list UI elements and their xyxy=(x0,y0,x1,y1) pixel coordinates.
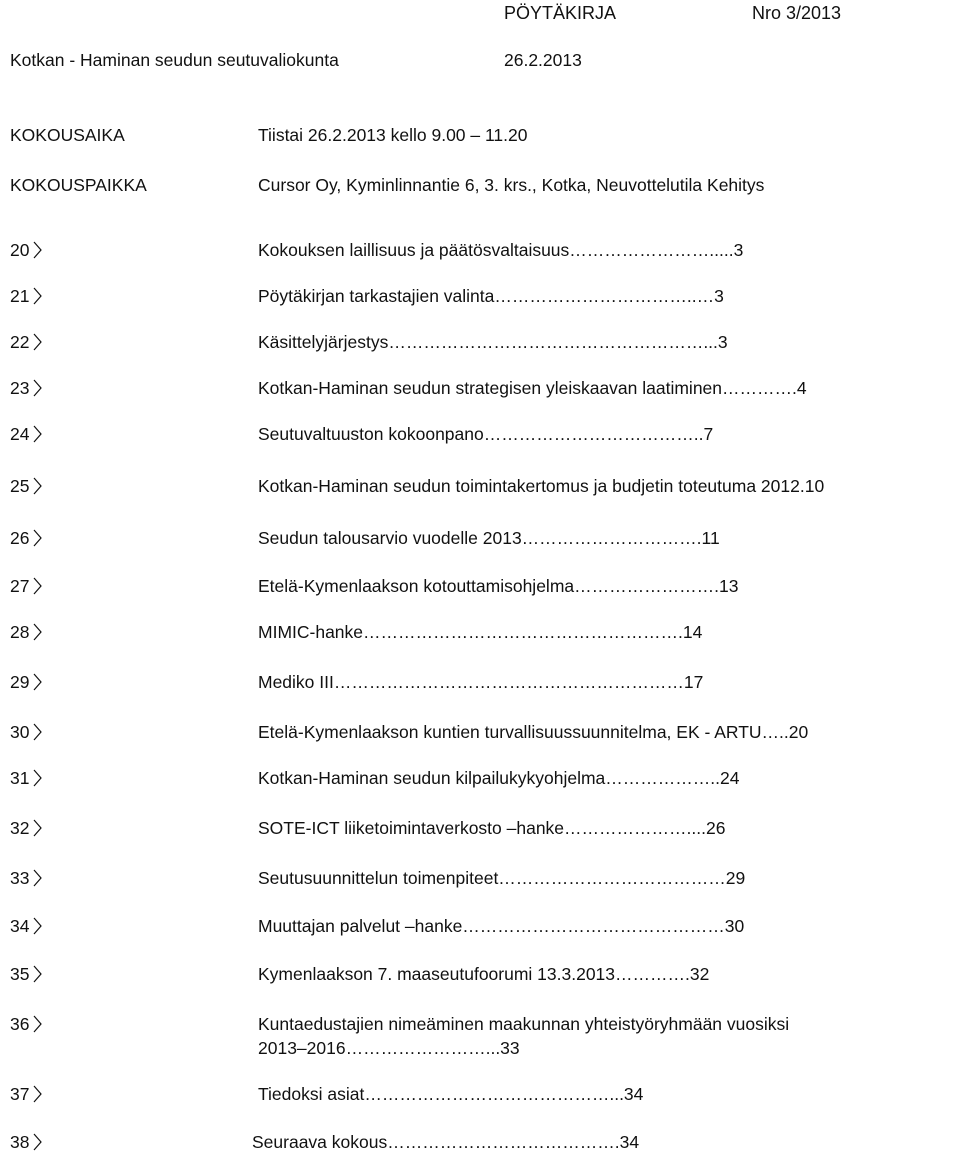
agenda-item-title: Pöytäkirjan tarkastajien valinta……………………………..…3 xyxy=(258,286,724,306)
section-mark-icon xyxy=(33,672,43,692)
section-mark-icon xyxy=(33,818,43,838)
agenda-item-title: Etelä-Kymenlaakson kuntien turvallisuussuunnitelma, EK - ARTU…..20 xyxy=(258,722,809,742)
agenda-item-title: SOTE-ICT liiketoimintaverkosto –hanke…………………....26 xyxy=(258,818,726,838)
agenda-number-text: 33 xyxy=(10,868,30,888)
section-mark-icon xyxy=(33,1014,43,1034)
agenda-item-title: Seuraava kokous………………………………….34 xyxy=(252,1132,640,1152)
agenda-item-title: Etelä-Kymenlaakson kotouttamisohjelma…………………….13 xyxy=(258,576,739,596)
agenda-item-title-continued: 2013–2016……………………...33 xyxy=(258,1038,520,1058)
agenda-number-text: 29 xyxy=(10,672,30,692)
agenda-number-text: 37 xyxy=(10,1084,30,1104)
agenda-item-number xyxy=(10,767,70,789)
agenda-item-title: Muuttajan palvelut –hanke………………………………………30 xyxy=(258,916,745,936)
agenda-number-text: 30 xyxy=(10,722,30,742)
agenda-number-text: 31 xyxy=(10,768,30,788)
section-mark-icon xyxy=(33,424,43,444)
document-date: 26.2.2013 xyxy=(504,50,582,70)
document-type: PÖYTÄKIRJA xyxy=(504,3,617,23)
agenda-item-number xyxy=(10,671,70,693)
meeting-place-label: KOKOUSPAIKKA xyxy=(10,175,147,195)
section-mark-icon xyxy=(33,868,43,888)
agenda-item-number xyxy=(10,377,70,399)
meeting-place-value: Cursor Oy, Kyminlinnantie 6, 3. krs., Kotka, Neuvottelutila Kehitys xyxy=(258,175,765,195)
agenda-item-number xyxy=(10,475,70,497)
section-mark-icon xyxy=(33,768,43,788)
agenda-number-text: 26 xyxy=(10,528,30,548)
agenda-item-title: Mediko III……………………………………………………17 xyxy=(258,672,704,692)
agenda-item-number xyxy=(10,1013,70,1035)
agenda-number-text: 22 xyxy=(10,332,30,352)
agenda-number-text: 32 xyxy=(10,818,30,838)
agenda-item-number xyxy=(10,963,70,985)
agenda-item-title: Kuntaedustajien nimeäminen maakunnan yhteistyöryhmään vuosiksi xyxy=(258,1014,790,1034)
agenda-item-number xyxy=(10,721,70,743)
agenda-number-text: 23 xyxy=(10,378,30,398)
agenda-number-text: 28 xyxy=(10,622,30,642)
section-mark-icon xyxy=(33,528,43,548)
agenda-item-title: Kotkan-Haminan seudun strategisen yleiskaavan laatiminen………….4 xyxy=(258,378,807,398)
section-mark-icon xyxy=(33,1132,43,1152)
agenda-number-text: 25 xyxy=(10,476,30,496)
agenda-number-text: 36 xyxy=(10,1014,30,1034)
organization-name: Kotkan - Haminan seudun seutuvaliokunta xyxy=(10,50,339,70)
section-mark-icon xyxy=(33,576,43,596)
section-mark-icon xyxy=(33,476,43,496)
agenda-number-text: 34 xyxy=(10,916,30,936)
section-mark-icon xyxy=(33,964,43,984)
section-mark-icon xyxy=(33,722,43,742)
section-mark-icon xyxy=(33,240,43,260)
agenda-item-title: Käsittelyjärjestys………………………………………………...3 xyxy=(258,332,728,352)
meeting-time-value: Tiistai 26.2.2013 kello 9.00 – 11.20 xyxy=(258,125,528,145)
agenda-item-title: Seutusuunnittelun toimenpiteet…………………………………29 xyxy=(258,868,746,888)
agenda-item-number xyxy=(10,575,70,597)
agenda-item-number xyxy=(10,867,70,889)
agenda-item-number xyxy=(10,1083,70,1105)
section-mark-icon xyxy=(33,332,43,352)
agenda-item-number xyxy=(10,817,70,839)
agenda-item-number xyxy=(10,331,70,353)
agenda-item-number xyxy=(10,621,70,643)
agenda-item-title: Kymenlaakson 7. maaseutufoorumi 13.3.2013………….32 xyxy=(258,964,710,984)
section-mark-icon xyxy=(33,622,43,642)
agenda-item-title: Seutuvaltuuston kokoonpano………………………………..7 xyxy=(258,424,714,444)
agenda-number-text: 35 xyxy=(10,964,30,984)
document-number: Nro 3/2013 xyxy=(752,3,842,23)
agenda-item-title: Kotkan-Haminan seudun toimintakertomus ja budjetin toteutuma 2012.10 xyxy=(258,476,825,496)
agenda-item-number xyxy=(10,285,70,307)
section-mark-icon xyxy=(33,378,43,398)
agenda-item-number xyxy=(10,1131,70,1153)
agenda-number-text: 20 xyxy=(10,240,30,260)
section-mark-icon xyxy=(33,286,43,306)
agenda-item-number xyxy=(10,915,70,937)
agenda-number-text: 27 xyxy=(10,576,30,596)
agenda-item-title: Seudun talousarvio vuodelle 2013………………………….11 xyxy=(258,528,720,548)
meeting-time-label: KOKOUSAIKA xyxy=(10,125,125,145)
agenda-item-title: Tiedoksi asiat……………………………………...34 xyxy=(258,1084,644,1104)
agenda-item-title: Kokouksen laillisuus ja päätösvaltaisuus…………………….....3 xyxy=(258,240,744,260)
agenda-number-text: 24 xyxy=(10,424,30,444)
agenda-number-text: 21 xyxy=(10,286,30,306)
agenda-item-title: Kotkan-Haminan seudun kilpailukykyohjelma………………..24 xyxy=(258,768,740,788)
agenda-item-number xyxy=(10,239,70,261)
agenda-number-text: 38 xyxy=(10,1132,30,1152)
section-mark-icon xyxy=(33,1084,43,1104)
agenda-item-number xyxy=(10,423,70,445)
section-mark-icon xyxy=(33,916,43,936)
agenda-item-title: MIMIC-hanke……………………………………………….14 xyxy=(258,622,703,642)
agenda-item-number xyxy=(10,527,70,549)
